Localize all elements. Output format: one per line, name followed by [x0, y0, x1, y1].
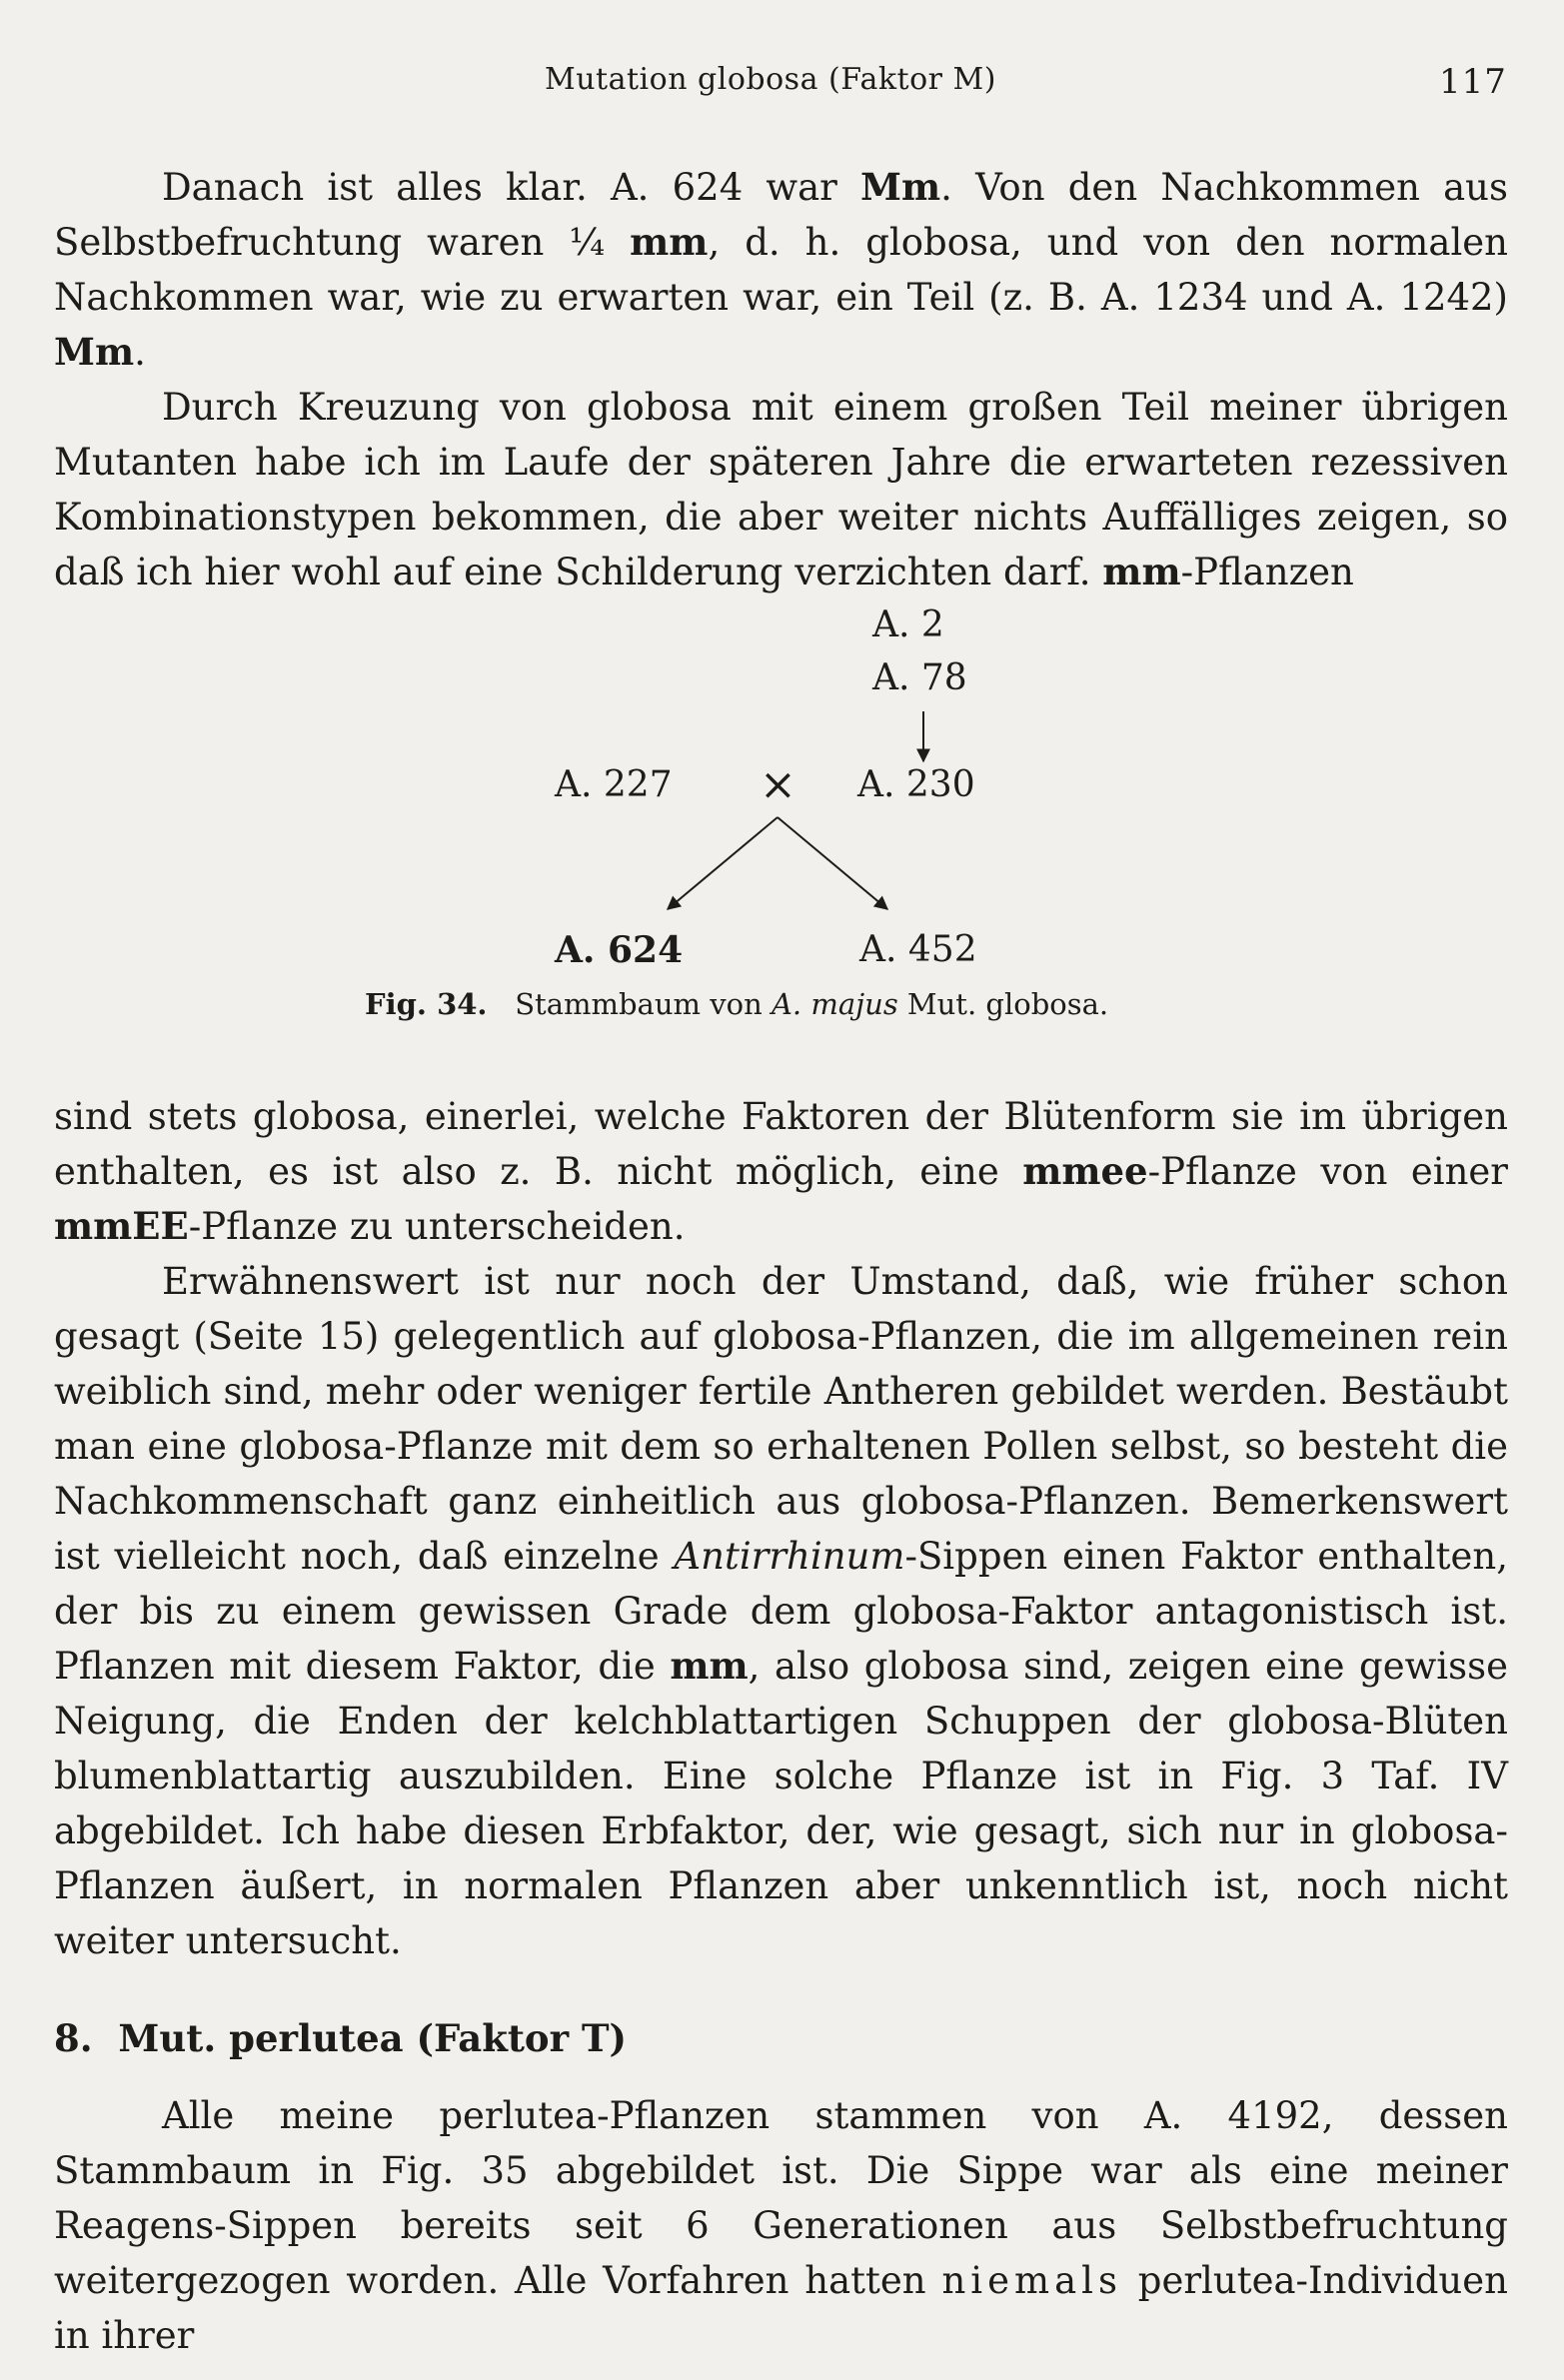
page-number: 117 — [1439, 62, 1507, 102]
paragraph-3 — [54, 1089, 1508, 1254]
genotype-bold: Mm — [54, 330, 135, 374]
branch-left-arrow — [668, 817, 778, 909]
genotype-bold: mm — [630, 220, 709, 264]
pedigree-lines — [0, 0, 1564, 999]
pedigree-parent-left: A. 227 — [555, 764, 673, 805]
genus-italic: Antirrhinum — [674, 1535, 905, 1578]
genotype-bold: mm — [1102, 550, 1181, 594]
pedigree-child-right: A. 452 — [859, 929, 977, 970]
paragraph-4 — [54, 1254, 1508, 1968]
paragraph-5 — [54, 2088, 1508, 2363]
text-run: -Pflanzen — [1180, 551, 1354, 594]
caption-text: Stammbaum von — [515, 987, 772, 1021]
genotype-bold: Mm — [860, 165, 941, 209]
spaced-emphasis: niemals — [941, 2259, 1122, 2302]
text-run: sind stets globosa, einerlei, welche Faktoren der Blütenform sie im übrigen enthalten, es ist also z. B. nicht möglich, eine — [54, 1095, 1508, 1193]
genotype-bold: mmEE — [54, 1204, 189, 1248]
caption-label: Fig. 34. — [365, 987, 488, 1021]
text-run: perlutea-Individuen in ihrer — [54, 2259, 1508, 2357]
text-run: . — [134, 331, 146, 374]
text-run: -Sippen einen Faktor enthalten, der bis zu einem gewissen Grade dem globosa-Faktor antagonistisch ist. Pflanzen mit diesem Faktor, die — [54, 1535, 1508, 1688]
text-run: , d. h. globosa, und von den normalen Nachkommen war, wie zu erwarten war, ein Teil (z. B. A. 1234 und A. 1242) — [54, 221, 1509, 319]
genotype-bold: mmee — [1022, 1149, 1148, 1193]
text-run: , also globosa sind, zeigen eine gewisse Neigung, die Enden der kelchblattartigen Schuppen der globosa-Blüten blumenblattartig auszubilden. Eine solche Pflanze ist in Fig. 3 Taf. IV abgebildet. Ich habe diesen Erbfaktor, der, wie gesagt, sich nur in globosa-Pflanzen äußert, in normalen Pflanzen aber unkenntlich ist, noch nicht weiter untersucht. — [54, 1645, 1508, 1962]
text-run: -Pflanze von einer — [1147, 1150, 1508, 1193]
text-run: Durch Kreuzung von globosa mit einem großen Teil meiner übrigen Mutanten habe ich im Laufe der späteren Jahre die erwarteten rezessiven Kombinationstypen bekommen, die aber weiter nichts Auffälliges zeigen, so daß ich hier wohl auf eine Schilderung verzichten darf. — [54, 386, 1508, 594]
genotype-bold: mm — [670, 1644, 749, 1688]
cross-symbol: × — [760, 759, 796, 810]
section-title: Mut. perlutea (Faktor T) — [118, 2016, 628, 2060]
running-head: Mutation globosa (Faktor M) — [545, 62, 996, 97]
pedigree-parent-right: A. 230 — [857, 764, 975, 805]
text-run: Danach ist alles klar. A. 624 war — [162, 166, 861, 209]
text-run: -Pflanze zu unterscheiden. — [188, 1205, 686, 1248]
caption-species: A. majus — [771, 987, 898, 1021]
pedigree-ancestor-1: A. 2 — [872, 604, 944, 645]
text-run: . Von den Nachkommen aus Selbstbefruchtung waren ¼ — [54, 166, 1508, 264]
text-run: Alle meine perlutea-Pflanzen stammen von A. 4192, dessen Stammbaum in Fig. 35 abgebildet ist. Die Sippe war als eine meiner Reagens-Sippen bereits seit 6 Generationen aus Selbstbefruchtung weitergezogen worden. Alle Vorfahren hatten — [54, 2094, 1508, 2302]
text-run: Erwähnenswert ist nur noch der Umstand, daß, wie früher schon gesagt (Seite 15) gelegentlich auf globosa-Pflanzen, die im allgemeinen rein weiblich sind, mehr oder weniger fertile Antheren gebildet werden. Bestäubt man eine globosa-Pflanze mit dem so erhaltenen Pollen selbst, so besteht die Nachkommenschaft ganz einheitlich aus globosa-Pflanzen. Bemerkenswert ist vielleicht noch, daß einzelne — [54, 1260, 1508, 1578]
pedigree-child-left: A. 624 — [555, 929, 684, 971]
branch-right-arrow — [778, 817, 887, 909]
figure-caption — [365, 987, 1108, 1021]
caption-text: Mut. globosa. — [897, 987, 1109, 1021]
section-number: 8. — [54, 2016, 93, 2060]
section-heading — [54, 2016, 627, 2060]
pedigree-ancestor-2: A. 78 — [872, 657, 967, 698]
